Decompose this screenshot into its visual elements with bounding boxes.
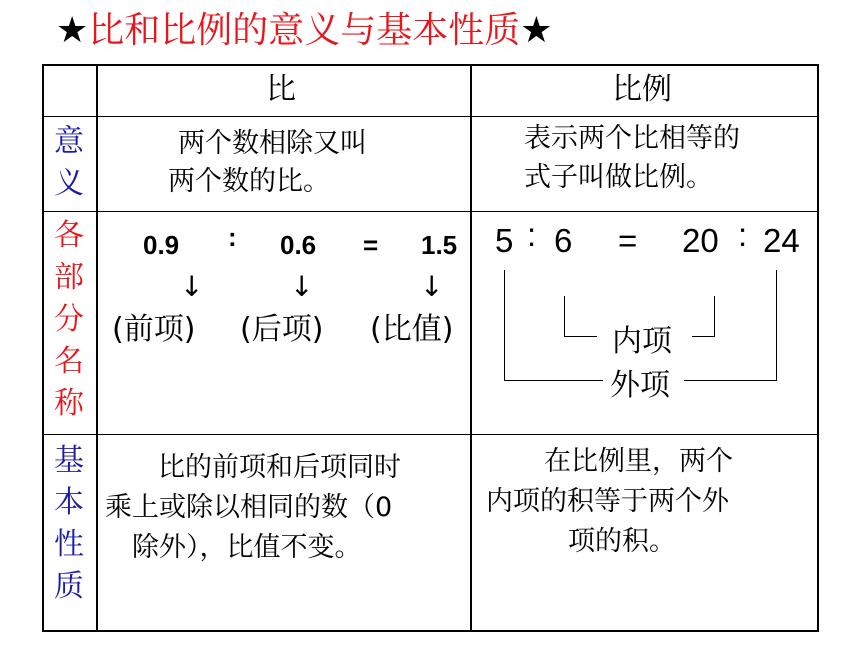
row-label-meaning: 意 义 bbox=[54, 124, 84, 201]
down-arrow-icon: ↓ bbox=[180, 270, 204, 303]
row-label-parts: 各 部 分 名 称 bbox=[54, 218, 84, 421]
ratio-meaning-line-2: 两个数的比。 bbox=[168, 166, 330, 197]
table-border-right bbox=[817, 64, 819, 632]
back-term-label: (后项) bbox=[240, 312, 324, 347]
ratio-meaning-line-1: 两个数相除又叫 bbox=[178, 128, 367, 159]
table-col-divider bbox=[96, 64, 98, 632]
outer-terms-bracket-right bbox=[684, 270, 777, 381]
star-icon: ★ bbox=[520, 10, 553, 51]
ratio-back-number: 0.6 bbox=[280, 230, 317, 260]
inner-terms-label: 内项 bbox=[612, 324, 672, 359]
proportion-property-line-3: 项的积。 bbox=[568, 526, 676, 557]
header-ratio: 比 bbox=[266, 72, 296, 107]
proportion-term-a: 5 bbox=[495, 222, 514, 259]
proportion-meaning-line-1: 表示两个比相等的 bbox=[524, 123, 740, 154]
table-border-top bbox=[42, 64, 819, 66]
ratio-front-number: 0.9 bbox=[143, 230, 180, 260]
down-arrow-icon: ↓ bbox=[420, 270, 444, 303]
ratio-property-line-1: 比的前项和后项同时 bbox=[158, 452, 401, 483]
outer-terms-label: 外项 bbox=[610, 360, 670, 404]
proportion-term-b: 6 bbox=[554, 222, 573, 259]
ratio-property-line-3: 除外），比值不变。 bbox=[132, 532, 362, 563]
title-text: 比和比例的意义与基本性质 bbox=[88, 10, 521, 51]
proportion-property-line-2: 内项的积等于两个外 bbox=[486, 486, 729, 517]
table-border-bottom bbox=[42, 630, 819, 632]
outer-terms-bracket-left bbox=[504, 270, 603, 381]
front-term-label: (前项) bbox=[112, 312, 196, 347]
table-row-divider bbox=[42, 116, 819, 117]
proportion-property-line-1: 在比例里，两个 bbox=[544, 446, 733, 477]
row-label-property: 基 本 性 质 bbox=[54, 443, 84, 604]
ratio-value-number: 1.5 bbox=[421, 230, 458, 260]
table-border-left bbox=[42, 64, 44, 632]
table-row-divider bbox=[42, 211, 819, 212]
proportion-equals: = bbox=[618, 222, 638, 259]
table-row-divider bbox=[42, 434, 819, 435]
ratio-property-line-2: 乘上或除以相同的数（0 bbox=[105, 492, 393, 523]
proportion-term-d: 24 bbox=[763, 222, 800, 259]
star-icon: ★ bbox=[56, 10, 89, 51]
header-proportion: 比例 bbox=[612, 72, 672, 107]
proportion-colon-1: : bbox=[527, 216, 537, 253]
ratio-equals: = bbox=[363, 230, 379, 260]
proportion-colon-2: : bbox=[738, 216, 748, 253]
ratio-value-label: (比值) bbox=[370, 312, 454, 347]
table-col-divider bbox=[470, 64, 472, 632]
ratio-colon: : bbox=[228, 222, 237, 252]
proportion-term-c: 20 bbox=[682, 222, 719, 259]
proportion-meaning-line-2: 式子叫做比例。 bbox=[524, 162, 713, 193]
down-arrow-icon: ↓ bbox=[290, 270, 314, 303]
